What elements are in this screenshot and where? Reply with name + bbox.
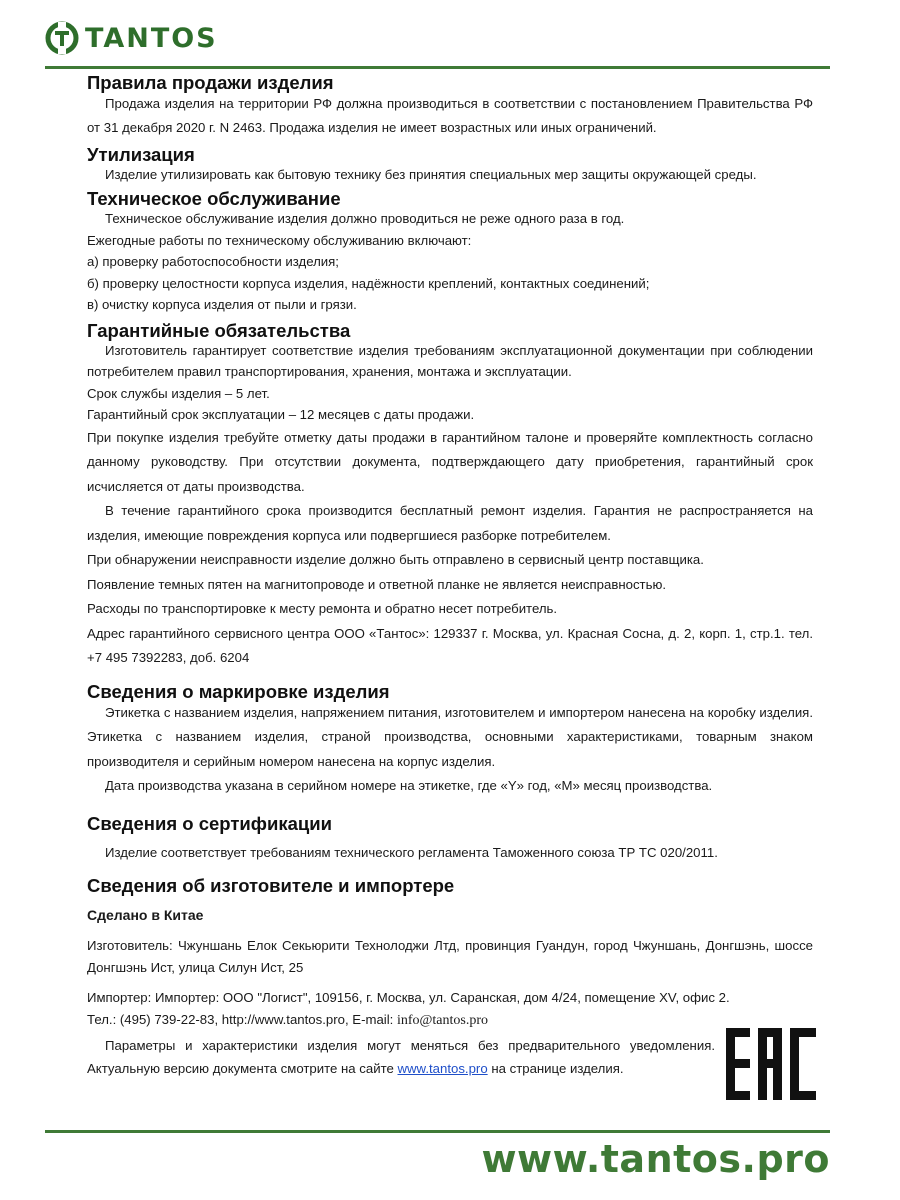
marking-paragraph-2: Дата производства указана в серийном номере на этикетке, где «Y» год, «M» месяц производства. (105, 778, 713, 793)
tantos-site-link[interactable]: www.tantos.pro (397, 1060, 488, 1076)
warranty-paragraph-4: При покупке изделия требуйте отметку даты продажи в гарантийном талоне и проверяйте комплектность согласно данному руководству. При отсутствии документа, подтверждающего дату приобретения, гарантийный срок исчисляется от даты производства. (87, 429, 813, 494)
section-title-warranty: Гарантийные обязательства (87, 319, 351, 341)
footer-divider (45, 1130, 830, 1133)
section-title-certification: Сведения о сертификации (87, 812, 333, 834)
warranty-paragraph-3: Гарантийный срок эксплуатации – 12 месяцев с даты продажи. (87, 407, 475, 422)
contacts-text: Тел.: (495) 739-22-83, http://www.tantos.pro, E-mail: (87, 1011, 397, 1027)
importer-paragraph: Импортер: Импортер: ООО "Логист", 109156, г. Москва, ул. Саранская, дом 4/24, помещение XV, офис 2. (87, 989, 730, 1005)
tantos-logo (45, 20, 218, 56)
footer-website[interactable]: www.tantos.pro (481, 1137, 830, 1181)
logo-text: TANTOS (85, 22, 218, 54)
disposal-paragraph: Изделие утилизировать как бытовую технику без принятия специальных мер защиты окружающей среды. (105, 167, 757, 182)
warranty-paragraph-6: При обнаружении неисправности изделие должно быть отправлено в сервисный центр поставщика. (87, 552, 704, 567)
section-title-maintenance: Техническое обслуживание (87, 188, 341, 209)
section-title-disposal: Утилизация (87, 144, 195, 165)
section-title-marking: Сведения о маркировке изделия (87, 680, 390, 702)
sale-paragraph: Продажа изделия на территории РФ должна производиться в соответствии с постановлением Правительства РФ от 31 декабря 2020 г. N 2463. Продажа изделия не имеет возрастных или иных ограничений. (87, 96, 813, 135)
manufacturer-paragraph: Изготовитель: Чжуншань Елок Секьюрити Технолоджи Лтд, провинция Гуандун, город Чжуншань, Донгшэнь, шоссе Донгшэнь Ист, улица Силун Ист, 25 (87, 937, 813, 975)
section-title-sale: Правила продажи изделия (87, 72, 334, 93)
contacts-line (87, 1009, 813, 1032)
warranty-service-address: Адрес гарантийного сервисного центра ООО «Тантос»: 129337 г. Москва, ул. Красная Сосна, д. 2, корп. 1, стр.1. тел. +7 495 7392283, доб. 6204 (87, 625, 813, 665)
section-title-manufacturer: Сведения об изготовителе и импортере (87, 874, 455, 896)
eac-mark-icon (726, 1024, 816, 1104)
warranty-paragraph-5: В течение гарантийного срока производится бесплатный ремонт изделия. Гарантия не распространяется на изделия, имеющие повреждения корпуса или подвергшиеся разборке потребителем. (87, 503, 813, 543)
notice-text-end: на странице изделия. (487, 1060, 624, 1076)
marking-paragraph-1: Этикетка с названием изделия, напряжением питания, изготовителем и импортером нанесена на коробку изделия. Этикетка с названием изделия, страной производства, основными характеристиками, товарным знаком производителя и серийным номером нанесена на корпус изделия. (87, 704, 813, 769)
warranty-paragraph-1: Изготовитель гарантирует соответствие изделия требованиям эксплуатационной документации при соблюдении потребителем правил транспортирования, хранения, монтажа и эксплуатации. (87, 342, 813, 379)
notice-text: Параметры и характеристики изделия могут меняться без предварительного уведомления. Актуальную версию документа смотрите на сайте (87, 1037, 715, 1076)
maintenance-paragraph-2: Ежегодные работы по техническому обслуживанию включают: (87, 232, 472, 248)
warranty-paragraph-8: Расходы по транспортировке к месту ремонта и обратно несет потребитель. (87, 601, 558, 616)
maintenance-item-c: в) очистку корпуса изделия от пыли и грязи. (87, 297, 357, 312)
tantos-logo-icon (45, 21, 79, 55)
email-address: info@tantos.pro (396, 1012, 489, 1028)
certification-paragraph: Изделие соответствует требованиям технического регламента Таможенного союза ТР ТС 020/2011. (105, 844, 718, 860)
header-divider (45, 66, 830, 69)
notice-paragraph (87, 1034, 715, 1080)
warranty-paragraph-7: Появление темных пятен на магнитопроводе и ответной планке не является неисправностью. (87, 576, 667, 592)
maintenance-item-b: б) проверку целостности корпуса изделия, надёжности креплений, контактных соединений; (87, 275, 650, 291)
maintenance-paragraph-1: Техническое обслуживание изделия должно проводиться не реже одного раза в год. (105, 211, 625, 226)
made-in-label: Сделано в Китае (87, 906, 204, 923)
maintenance-item-a: а) проверку работоспособности изделия; (87, 254, 339, 269)
document-body (87, 72, 813, 1080)
warranty-paragraph-2: Срок службы изделия – 5 лет. (87, 385, 270, 401)
